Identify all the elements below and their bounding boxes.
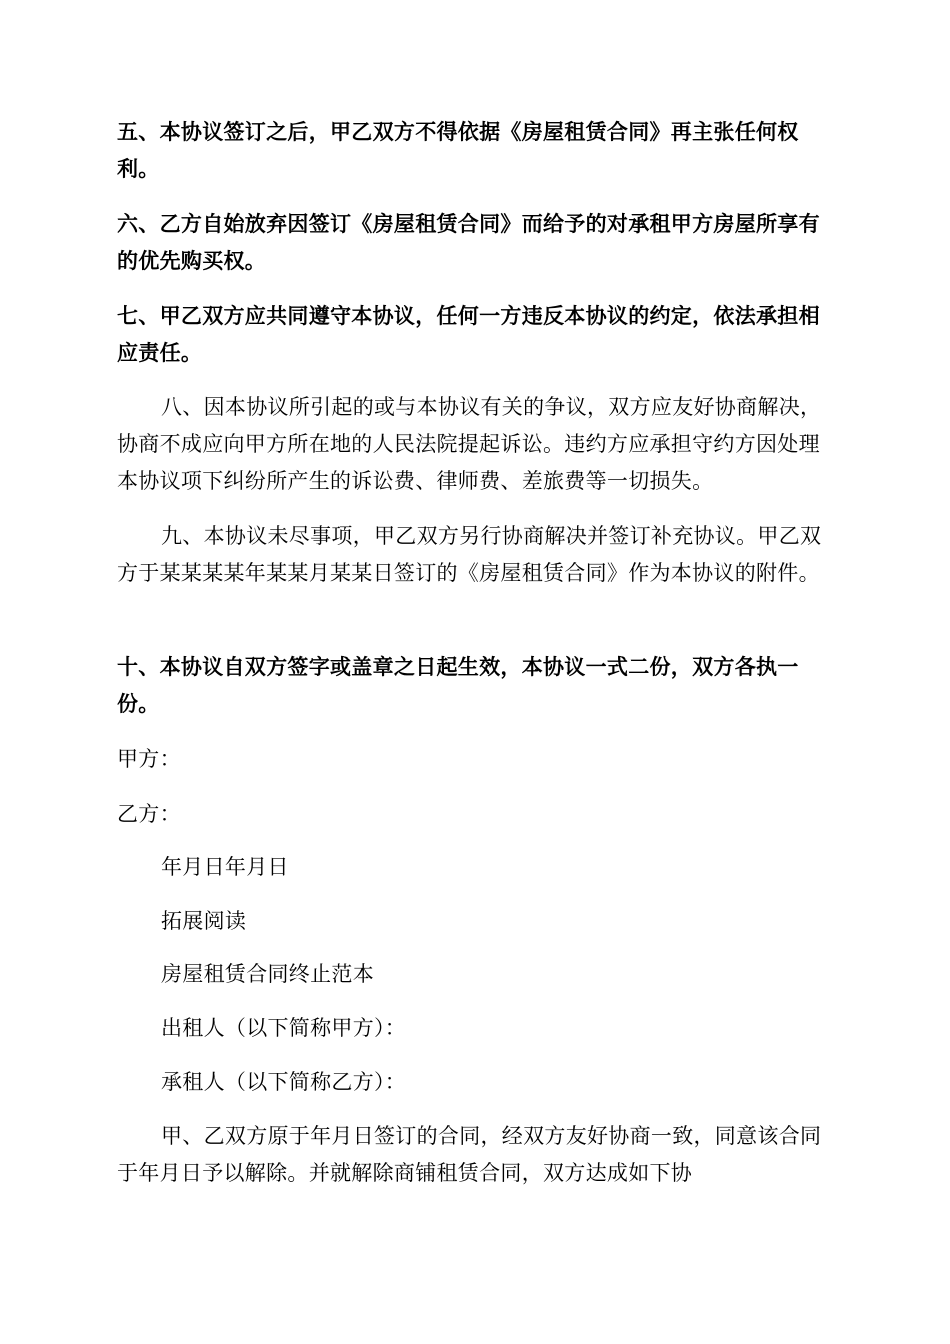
sample-title-heading: 房屋租赁合同终止范本 — [161, 962, 374, 986]
intro-paragraph: 甲、乙双方原于年月日签订的合同，经双方友好协商一致，同意该合同于年月日予以解除。并就解除商铺租赁合同，双方达成如下协 — [117, 1124, 822, 1185]
clause-9-paragraph: 九、本协议未尽事项，甲乙双方另行协商解决并签订补充协议。甲乙双方于某某某某年某某月某某日签订的《房屋租赁合同》作为本协议的附件。 — [117, 524, 822, 585]
lessee-line: 承租人（以下简称乙方）： — [161, 1070, 407, 1094]
lessor-line: 出租人（以下简称甲方）： — [161, 1016, 407, 1040]
clause-6-paragraph: 六、乙方自始放弃因签订《房屋租赁合同》而给予的对承租甲方房屋所享有的优先购买权。 — [117, 211, 820, 273]
extended-reading-heading: 拓展阅读 — [161, 909, 247, 933]
clause-10-paragraph: 十、本协议自双方签字或盖章之日起生效，本协议一式二份，双方各执一份。 — [117, 654, 799, 716]
party-a-label: 甲方： — [117, 747, 181, 771]
date-line: 年月日年月日 — [161, 855, 289, 879]
clause-8-paragraph: 八、因本协议所引起的或与本协议有关的争议，双方应友好协商解决，协商不成应向甲方所在地的人民法院提起诉讼。违约方应承担守约方因处理本协议项下纠纷所产生的诉讼费、律师费、差旅费等一切损失。 — [117, 395, 822, 493]
party-b-label: 乙方： — [117, 802, 181, 826]
clause-5-paragraph: 五、本协议签订之后，甲乙双方不得依据《房屋租赁合同》再主张任何权利。 — [117, 119, 799, 181]
clause-7-paragraph: 七、甲乙双方应共同遵守本协议，任何一方违反本协议的约定，依法承担相应责任。 — [117, 303, 820, 365]
